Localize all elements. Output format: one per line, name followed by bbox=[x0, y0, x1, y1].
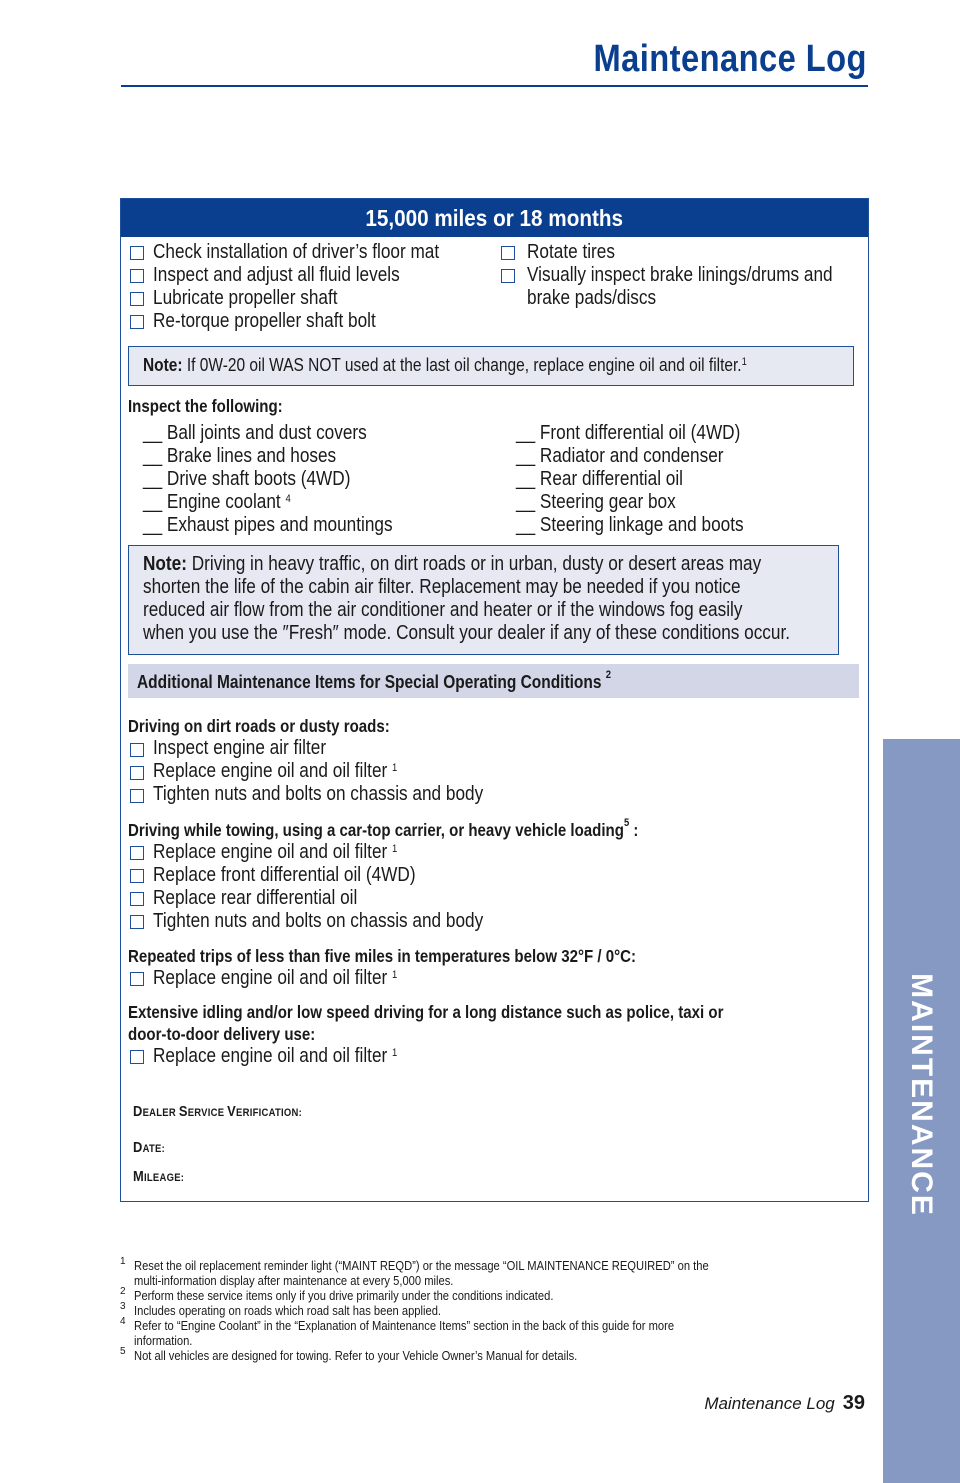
checkbox-tow-front-diff[interactable] bbox=[130, 869, 144, 883]
idling-heading: Extensive idling and/or low speed driving for a long distance such as police, taxi or bbox=[128, 1002, 724, 1022]
footnote: 2 Perform these service items only if you drive primarily under the conditions indicated. bbox=[120, 1286, 554, 1303]
idling-item: Replace engine oil and oil filter $^1$ bbox=[153, 1045, 398, 1067]
note-cabin-filter-line: reduced air flow from the air conditioner and heater or if the windows fog easily bbox=[143, 599, 743, 621]
checkbox-dirt-oil[interactable] bbox=[130, 766, 144, 780]
dirt-item: Replace engine oil and oil filter $^1$ bbox=[153, 760, 398, 782]
inspect-item: __ Steering linkage and boots bbox=[516, 514, 744, 536]
footnote: 3 Includes operating on roads which road salt has been applied. bbox=[120, 1301, 442, 1318]
inspect-heading: Inspect the following: bbox=[128, 396, 283, 416]
checkbox-shaft-bolt[interactable] bbox=[130, 315, 144, 329]
check-item-shaft-bolt: Re-torque propeller shaft bolt bbox=[153, 310, 376, 332]
footnotes bbox=[120, 1258, 865, 1363]
towing-item: Replace front differential oil (4WD) bbox=[153, 864, 416, 886]
page-number: 39 bbox=[842, 1392, 865, 1414]
checkbox-fluid-levels[interactable] bbox=[130, 269, 144, 283]
inspect-item: __ Drive shaft boots (4WD) bbox=[143, 468, 351, 490]
checkbox-dirt-air-filter[interactable] bbox=[130, 743, 144, 757]
dirt-roads-heading: Driving on dirt roads or dusty roads: bbox=[128, 716, 390, 736]
check-item-brake-inspect: Visually inspect brake linings/drums and bbox=[527, 264, 833, 286]
cold-trips-heading: Repeated trips of less than five miles in temperatures below 32°F / 0°C: bbox=[128, 946, 637, 966]
check-item-propeller-shaft: Lubricate propeller shaft bbox=[153, 287, 338, 309]
idling-heading-cont: door-to-door delivery use: bbox=[128, 1024, 316, 1044]
checkbox-brake-inspect[interactable] bbox=[501, 269, 515, 283]
mileage-label: MILEAGE: bbox=[133, 1168, 185, 1185]
checkbox-tow-nuts[interactable] bbox=[130, 915, 144, 929]
checkbox-tow-rear-diff[interactable] bbox=[130, 892, 144, 906]
title-rule bbox=[121, 85, 868, 87]
side-section-label: MAINTENANCE bbox=[905, 973, 938, 1217]
footnote: 4 Refer to “Engine Coolant” in the “Explanation of Maintenance Items” section in the back of this guide for more bbox=[120, 1316, 675, 1333]
footnote: 1 Reset the oil replacement reminder light (“MAINT REQD”) or the message “OIL MAINTENANCE REQUIRED” on the bbox=[120, 1256, 709, 1273]
towing-item: Tighten nuts and bolts on chassis and body bbox=[153, 910, 484, 932]
dealer-verification-label: DEALER SERVICE VERIFICATION: bbox=[133, 1103, 303, 1120]
inspect-item: __ Front differential oil (4WD) bbox=[516, 422, 741, 444]
check-item-brake-inspect-cont: brake pads/discs bbox=[527, 287, 657, 309]
cold-item: Replace engine oil and oil filter $^1$ bbox=[153, 967, 398, 989]
footnote: 5 Not all vehicles are designed for towing. Refer to your Vehicle Owner’s Manual for details. bbox=[120, 1346, 578, 1363]
note-oil-text: Note: If 0W-20 oil WAS NOT used at the last oil change, replace engine oil and oil filter.$^1$ bbox=[143, 355, 747, 375]
dirt-item: Tighten nuts and bolts on chassis and body bbox=[153, 783, 484, 805]
note-cabin-filter-line: when you use the ″Fresh″ mode. Consult your dealer if any of these conditions occur. bbox=[143, 622, 791, 644]
checkbox-rotate-tires[interactable] bbox=[501, 246, 515, 260]
inspect-item: __ Exhaust pipes and mountings bbox=[143, 514, 393, 536]
towing-heading: Driving while towing, using a car-top carrier, or heavy vehicle loading$^5$ : bbox=[128, 817, 639, 840]
check-item-fluid-levels: Inspect and adjust all fluid levels bbox=[153, 264, 400, 286]
checkbox-cold-oil[interactable] bbox=[130, 972, 144, 986]
towing-item: Replace rear differential oil bbox=[153, 887, 358, 909]
check-item-rotate-tires: Rotate tires bbox=[527, 241, 615, 263]
checkbox-dirt-nuts[interactable] bbox=[130, 789, 144, 803]
footnote-cont: multi-information display after maintenance at every 5,000 miles. bbox=[134, 1273, 454, 1288]
inspect-item: __ Engine coolant $^4$ bbox=[143, 491, 291, 513]
check-item-floor-mat: Check installation of driver’s floor mat bbox=[153, 241, 440, 263]
inspect-item: __ Ball joints and dust covers bbox=[143, 422, 367, 444]
checkbox-floor-mat[interactable] bbox=[130, 246, 144, 260]
additional-items-title: Additional Maintenance Items for Special Operating Conditions $^2$ bbox=[137, 669, 612, 692]
interval-title: 15,000 miles or 18 months bbox=[365, 205, 624, 231]
footer-label: Maintenance Log bbox=[704, 1394, 835, 1413]
checkbox-tow-oil[interactable] bbox=[130, 846, 144, 860]
page-title: Maintenance Log bbox=[593, 38, 867, 80]
interval-header bbox=[121, 199, 868, 237]
inspect-item: __ Rear differential oil bbox=[516, 468, 684, 490]
inspect-item: __ Radiator and condenser bbox=[516, 445, 724, 467]
towing-item: Replace engine oil and oil filter $^1$ bbox=[153, 841, 398, 863]
page-footer bbox=[704, 1392, 865, 1415]
dirt-item: Inspect engine air filter bbox=[153, 737, 327, 759]
checkbox-idling-oil[interactable] bbox=[130, 1050, 144, 1064]
checkbox-propeller-shaft[interactable] bbox=[130, 292, 144, 306]
note-cabin-filter-line: shorten the life of the cabin air filter. Replacement may be needed if you notice bbox=[143, 576, 741, 598]
note-cabin-filter-line: Note: Driving in heavy traffic, on dirt roads or in urban, dusty or desert areas may bbox=[143, 553, 762, 575]
inspect-item: __ Brake lines and hoses bbox=[143, 445, 337, 467]
inspect-item: __ Steering gear box bbox=[516, 491, 676, 513]
footnote-cont: information. bbox=[134, 1333, 193, 1348]
date-label: DATE: bbox=[133, 1139, 165, 1156]
